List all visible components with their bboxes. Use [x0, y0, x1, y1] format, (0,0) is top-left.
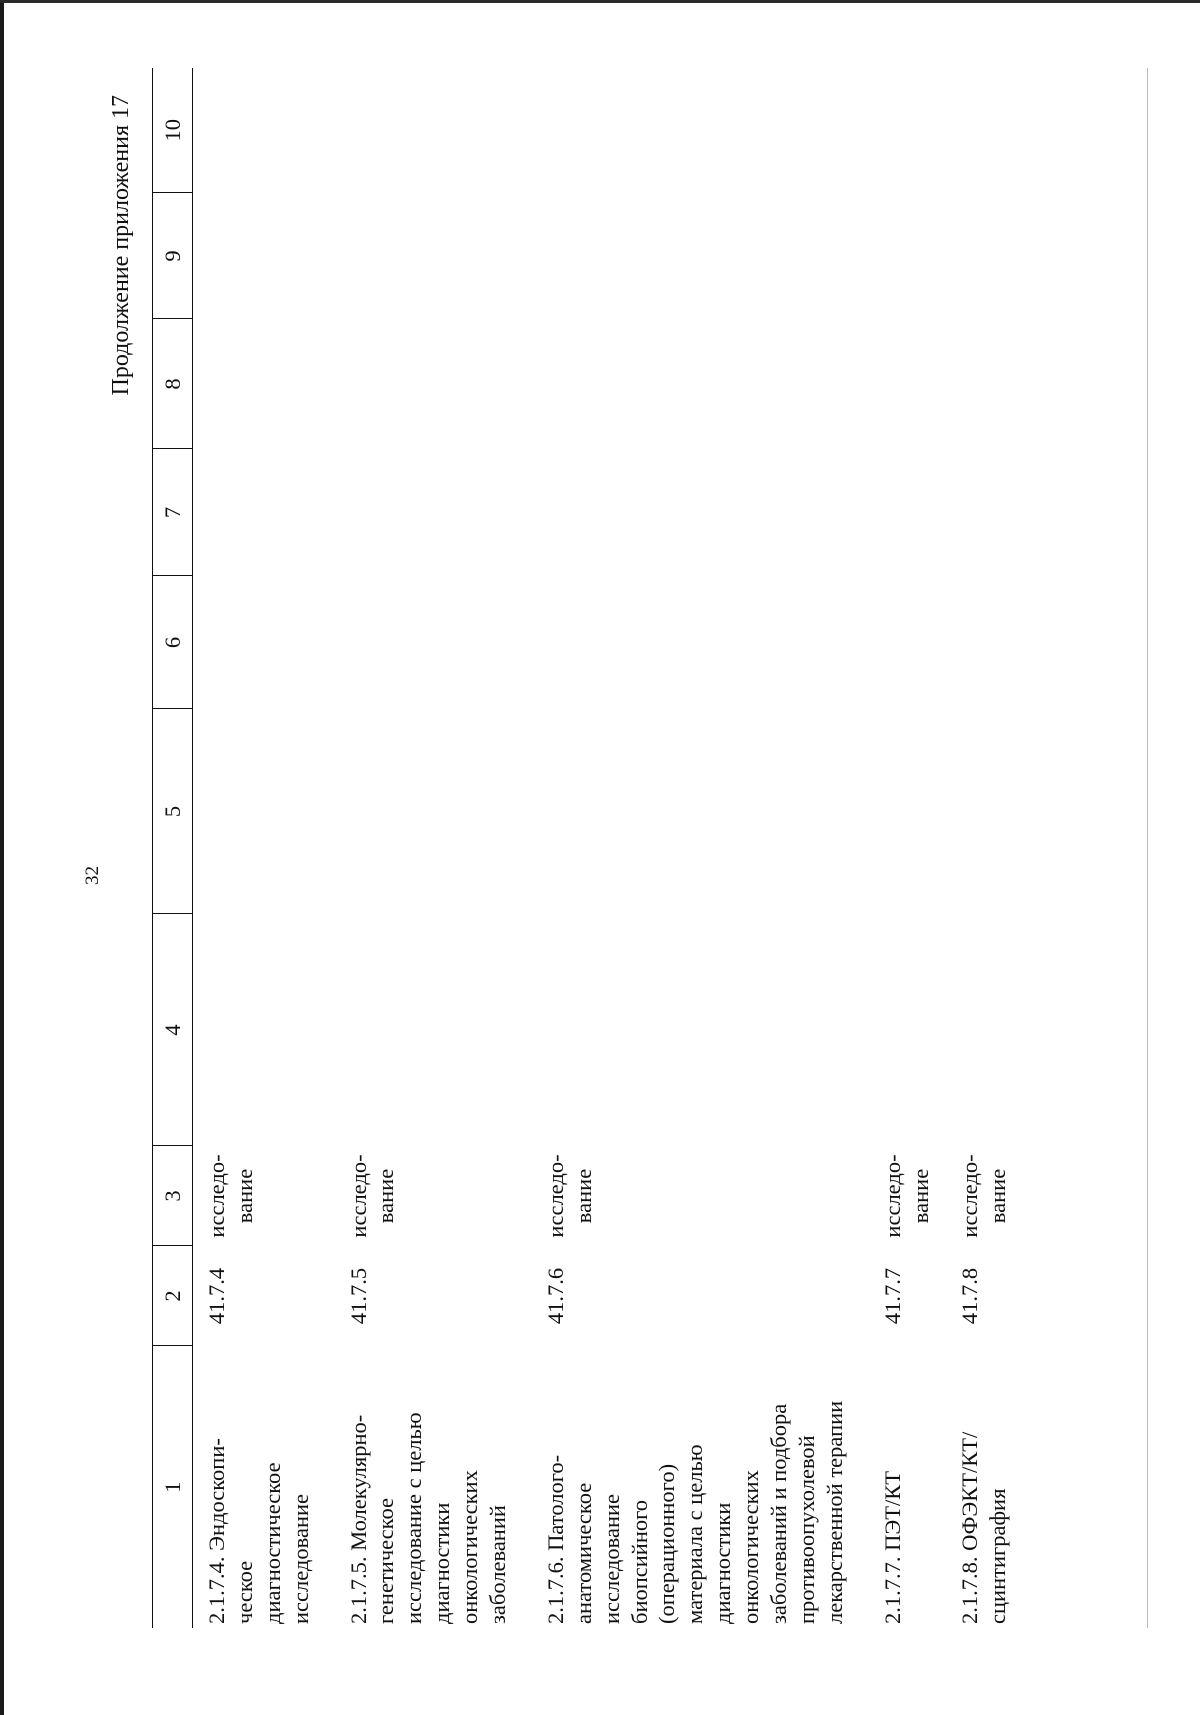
service-name-line: заболеваний и подбора — [766, 1403, 792, 1624]
service-name-line: онкологических — [738, 1470, 764, 1624]
column-number-row — [153, 68, 193, 1628]
empty-cell — [879, 193, 957, 319]
column-header: 7 — [153, 449, 193, 576]
empty-cell — [956, 449, 1042, 576]
empty-cell — [193, 914, 345, 1146]
service-name-line: ческое — [231, 1560, 257, 1624]
table-row — [193, 68, 345, 1628]
service-name-line: исследование — [287, 1493, 313, 1624]
column-header: 1 — [153, 1346, 193, 1628]
empty-cell — [956, 914, 1042, 1146]
service-code-cell: 41.7.8 — [957, 1267, 983, 1325]
empty-cell — [956, 193, 1042, 319]
service-name-cell — [345, 1346, 542, 1628]
table-row — [542, 68, 879, 1628]
service-name-line: материала с целью — [682, 1444, 708, 1624]
service-name-line: 2.1.7.7. ПЭТ/КТ — [879, 1471, 905, 1624]
table-body — [193, 68, 1043, 1628]
service-name-line: диагностическое — [259, 1462, 285, 1624]
service-name-line: диагностики — [429, 1502, 455, 1624]
unit-line: исследо- — [957, 1154, 983, 1238]
service-name-line: биопсийного — [626, 1499, 652, 1624]
empty-cell — [193, 576, 345, 709]
page-number: 32 — [82, 866, 103, 885]
empty-cell — [956, 709, 1042, 914]
empty-cell — [956, 576, 1042, 709]
column-header: 2 — [153, 1246, 193, 1346]
empty-cell — [542, 576, 879, 709]
service-name-cell — [193, 1346, 345, 1628]
empty-cell — [879, 576, 957, 709]
service-code-cell: 41.7.7 — [879, 1267, 905, 1325]
empty-cell — [345, 319, 542, 449]
column-header: 3 — [153, 1146, 193, 1246]
unit-line: вание — [985, 1168, 1011, 1224]
unit-line: исследо- — [879, 1154, 905, 1238]
empty-cell — [542, 914, 879, 1146]
table-row — [345, 68, 542, 1628]
unit-line: вание — [231, 1168, 257, 1224]
service-name-line: диагностики — [710, 1502, 736, 1624]
unit-cell — [956, 1146, 1042, 1246]
unit-line: исследо- — [542, 1154, 568, 1238]
empty-cell — [879, 319, 957, 449]
unit-line: вание — [907, 1168, 933, 1224]
empty-cell — [879, 914, 957, 1146]
empty-cell — [879, 449, 957, 576]
service-name-line: 2.1.7.6. Патолого- — [542, 1454, 568, 1624]
column-header: 5 — [153, 709, 193, 914]
unit-line: исследо- — [204, 1154, 229, 1238]
service-name-line: (операционного) — [654, 1463, 680, 1624]
empty-cell — [345, 193, 542, 319]
service-name-cell — [879, 1346, 957, 1628]
services-table — [152, 68, 1042, 1628]
service-name-cell — [956, 1346, 1042, 1628]
column-header: 8 — [153, 319, 193, 449]
unit-line: исследо- — [345, 1154, 371, 1238]
service-code-cell: 41.7.5 — [345, 1267, 371, 1325]
empty-cell — [542, 449, 879, 576]
unit-cell — [542, 1146, 879, 1246]
unit-cell — [345, 1146, 542, 1246]
empty-cell — [193, 449, 345, 576]
empty-cell — [956, 319, 1042, 449]
service-name-line: противоопухолевой — [793, 1435, 819, 1624]
service-code-cell: 41.7.6 — [542, 1267, 568, 1325]
service-name-line: лекарственной терапии — [821, 1400, 847, 1624]
empty-cell — [542, 68, 879, 193]
empty-cell — [193, 319, 345, 449]
empty-cell — [193, 68, 345, 193]
empty-cell — [345, 914, 542, 1146]
column-header: 9 — [153, 193, 193, 319]
service-name-line: генетическое — [373, 1498, 399, 1624]
empty-cell — [542, 709, 879, 914]
service-code-cell: 41.7.4 — [204, 1267, 229, 1325]
page-bottom-rule — [1147, 68, 1148, 1628]
empty-cell — [956, 68, 1042, 193]
unit-line: вание — [570, 1168, 596, 1224]
empty-cell — [345, 576, 542, 709]
service-name-line: онкологических — [457, 1470, 483, 1624]
unit-cell — [879, 1146, 957, 1246]
empty-cell — [345, 709, 542, 914]
empty-cell — [542, 319, 879, 449]
empty-cell — [345, 449, 542, 576]
unit-cell — [193, 1146, 345, 1246]
service-name-line: сцинтиграфия — [985, 1488, 1011, 1624]
service-name-line: исследование с целью — [401, 1412, 427, 1624]
continuation-label: Продолжение приложения 17 — [108, 95, 134, 396]
service-name-line: исследование — [598, 1493, 624, 1624]
service-name-cell — [542, 1346, 879, 1628]
empty-cell — [879, 709, 957, 914]
table-row — [956, 68, 1042, 1628]
unit-line: вание — [373, 1168, 399, 1224]
empty-cell — [542, 193, 879, 319]
column-header: 10 — [153, 68, 193, 193]
service-name-line: анатомическое — [570, 1482, 596, 1624]
empty-cell — [193, 709, 345, 914]
column-header: 4 — [153, 914, 193, 1146]
service-name-line: 2.1.7.4. Эндоскопи- — [204, 1438, 229, 1624]
service-name-line: заболеваний — [485, 1505, 511, 1624]
service-name-line: 2.1.7.8. ОФЭКТ/КТ/ — [957, 1431, 983, 1624]
service-name-line: 2.1.7.5. Молекулярно- — [345, 1414, 371, 1624]
column-header: 6 — [153, 576, 193, 709]
empty-cell — [345, 68, 542, 193]
table-row — [879, 68, 957, 1628]
empty-cell — [193, 193, 345, 319]
empty-cell — [879, 68, 957, 193]
